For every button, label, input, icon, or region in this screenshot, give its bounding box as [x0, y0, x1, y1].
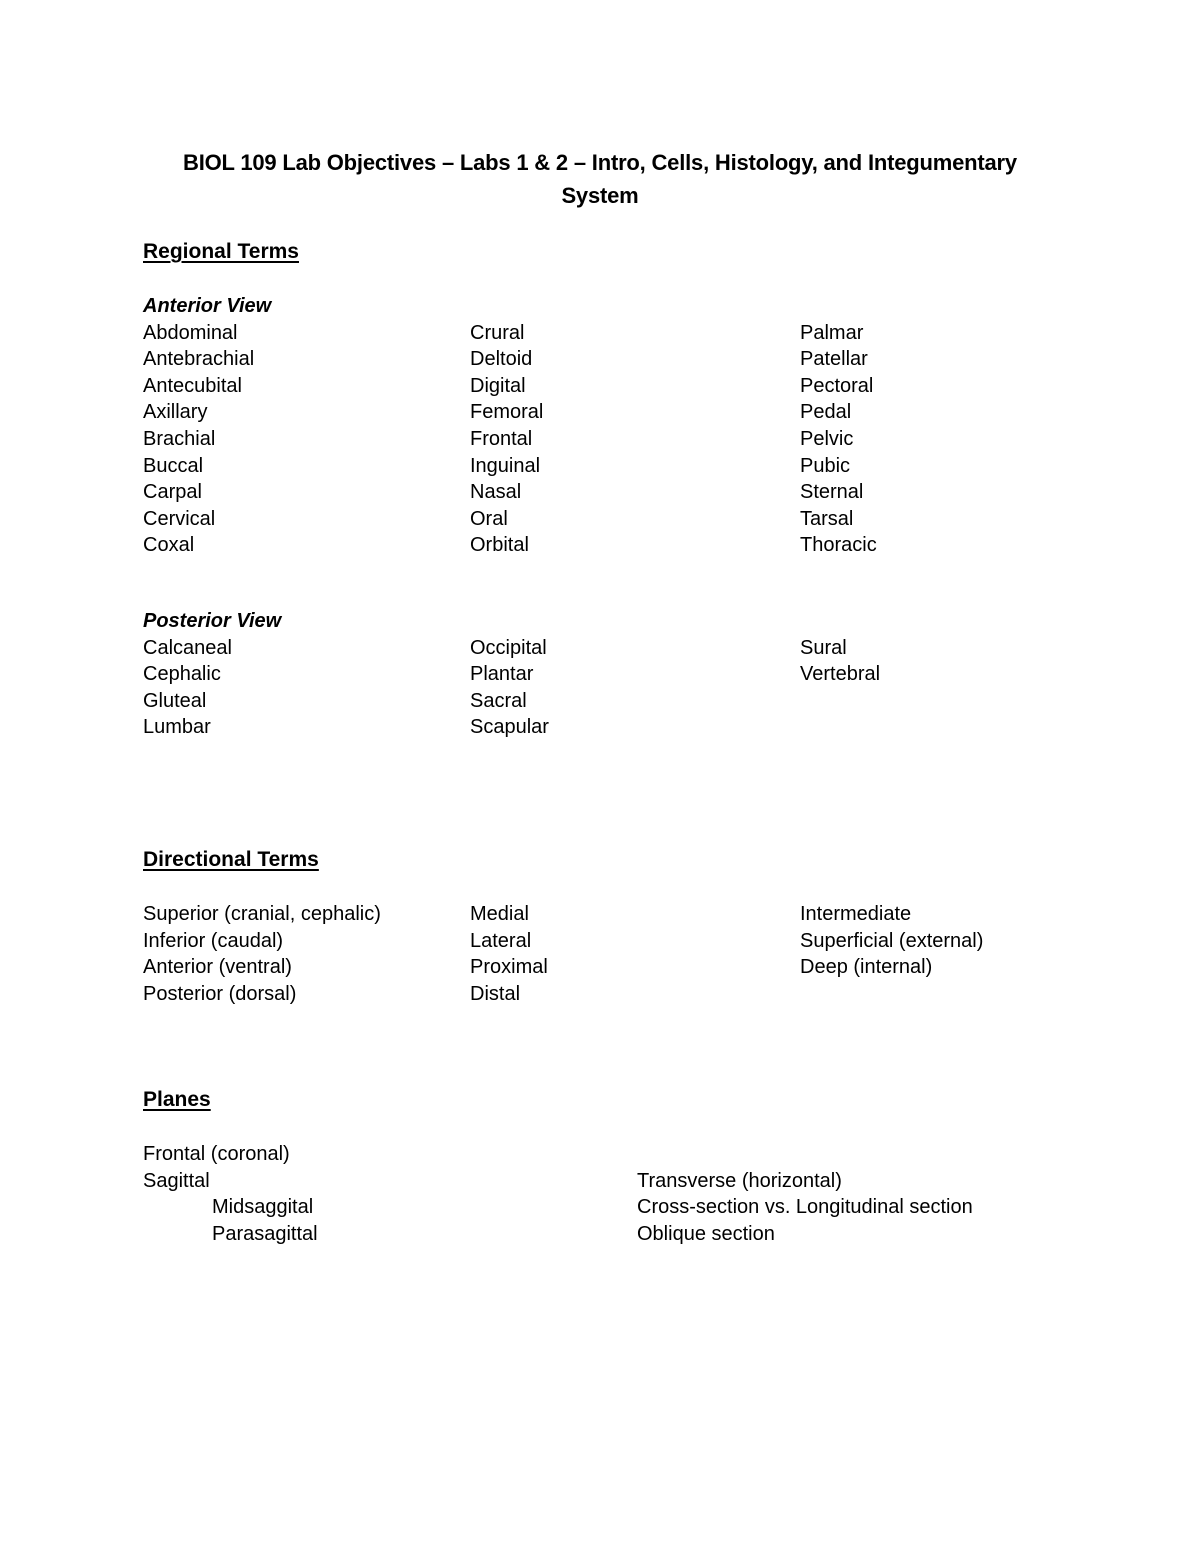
- regional-term: Sternal: [800, 481, 864, 504]
- planes-list: [143, 1141, 1057, 1247]
- regional-term: Abdominal: [143, 321, 238, 344]
- planes-heading: Planes: [143, 1088, 211, 1112]
- anterior-column-3: [800, 320, 1057, 559]
- plane-term: Sagittal: [143, 1169, 210, 1192]
- regional-term: Digital: [470, 374, 526, 397]
- regional-term: Thoracic: [800, 534, 877, 557]
- regional-term: Antebrachial: [143, 348, 255, 371]
- anterior-view-heading: Anterior View: [143, 295, 272, 317]
- plane-term: Frontal (coronal): [143, 1143, 290, 1166]
- plane-term-right: Transverse (horizontal): [637, 1169, 842, 1192]
- regional-term: Pectoral: [800, 374, 874, 397]
- posterior-view-subsection: [143, 608, 1057, 741]
- document-title-line-1: BIOL 109 Lab Objectives – Labs 1 & 2 – Intro, Cells, Histology, and Integumentary: [183, 150, 1017, 175]
- regional-term: Pelvic: [800, 427, 854, 450]
- directional-column-2: [470, 901, 800, 1007]
- anterior-view-columns: [143, 320, 1057, 559]
- section-directional-terms: [143, 846, 1057, 1007]
- regional-term: Antecubital: [143, 374, 242, 397]
- regional-term: Inguinal: [470, 454, 541, 477]
- regional-term: Patellar: [800, 348, 868, 371]
- regional-term: Calcaneal: [143, 636, 232, 659]
- plane-term-right: Oblique section: [637, 1223, 775, 1246]
- regional-term: Scapular: [470, 716, 549, 739]
- directional-term: Superior (cranial, cephalic): [143, 902, 381, 925]
- directional-terms-heading: Directional Terms: [143, 847, 319, 871]
- directional-term: Lateral: [470, 929, 532, 952]
- directional-terms-columns: [143, 901, 1057, 1007]
- directional-term: Inferior (caudal): [143, 929, 284, 952]
- regional-term: Brachial: [143, 427, 216, 450]
- regional-term: Tarsal: [800, 507, 854, 530]
- regional-term: Cervical: [143, 507, 216, 530]
- posterior-view-heading: Posterior View: [143, 609, 282, 632]
- regional-term: Pedal: [800, 401, 852, 424]
- regional-terms-heading: Regional Terms: [143, 240, 299, 263]
- anterior-column-2: [470, 320, 800, 559]
- regional-term: Deltoid: [470, 348, 533, 371]
- directional-term: Intermediate: [800, 902, 912, 925]
- directional-term: Posterior (dorsal): [143, 982, 297, 1005]
- regional-term: Coxal: [143, 534, 195, 557]
- regional-term: Carpal: [143, 481, 202, 504]
- directional-term: Deep (internal): [800, 956, 933, 979]
- plane-term-indented: Parasagittal: [212, 1223, 318, 1246]
- regional-term: Axillary: [143, 401, 208, 424]
- regional-term: Gluteal: [143, 689, 207, 712]
- directional-term: Medial: [470, 902, 529, 925]
- regional-term: Lumbar: [143, 716, 211, 739]
- regional-term: Sural: [800, 636, 847, 659]
- directional-term: Anterior (ventral): [143, 956, 292, 979]
- regional-term: Orbital: [470, 534, 529, 557]
- regional-term: Cephalic: [143, 663, 221, 686]
- regional-term: Vertebral: [800, 663, 881, 686]
- posterior-column-3: [800, 635, 1057, 688]
- regional-term: Sacral: [470, 689, 527, 712]
- directional-term: Proximal: [470, 956, 548, 979]
- anterior-view-subsection: [143, 293, 1057, 559]
- regional-term: Crural: [470, 321, 525, 344]
- plane-term-right: Cross-section vs. Longitudinal section: [637, 1196, 973, 1219]
- regional-term: Frontal: [470, 427, 533, 450]
- document-title: [143, 146, 1057, 212]
- posterior-column-1: [143, 635, 470, 741]
- regional-term: Buccal: [143, 454, 204, 477]
- regional-term: Plantar: [470, 663, 534, 686]
- regional-term: Oral: [470, 507, 508, 530]
- posterior-column-2: [470, 635, 800, 741]
- directional-column-3: [800, 901, 1057, 981]
- regional-term: Palmar: [800, 321, 864, 344]
- regional-term: Femoral: [470, 401, 544, 424]
- regional-term: Occipital: [470, 636, 547, 659]
- posterior-view-columns: [143, 635, 1057, 741]
- regional-term: Pubic: [800, 454, 851, 477]
- directional-term: Distal: [470, 982, 521, 1005]
- regional-term: Nasal: [470, 481, 522, 504]
- document-title-line-2: System: [561, 183, 639, 208]
- anterior-column-1: [143, 320, 470, 559]
- directional-term: Superficial (external): [800, 929, 984, 952]
- section-regional-terms: [143, 238, 1057, 741]
- plane-term-indented: Midsaggital: [212, 1196, 314, 1219]
- directional-column-1: [143, 901, 470, 1007]
- section-planes: [143, 1086, 1057, 1247]
